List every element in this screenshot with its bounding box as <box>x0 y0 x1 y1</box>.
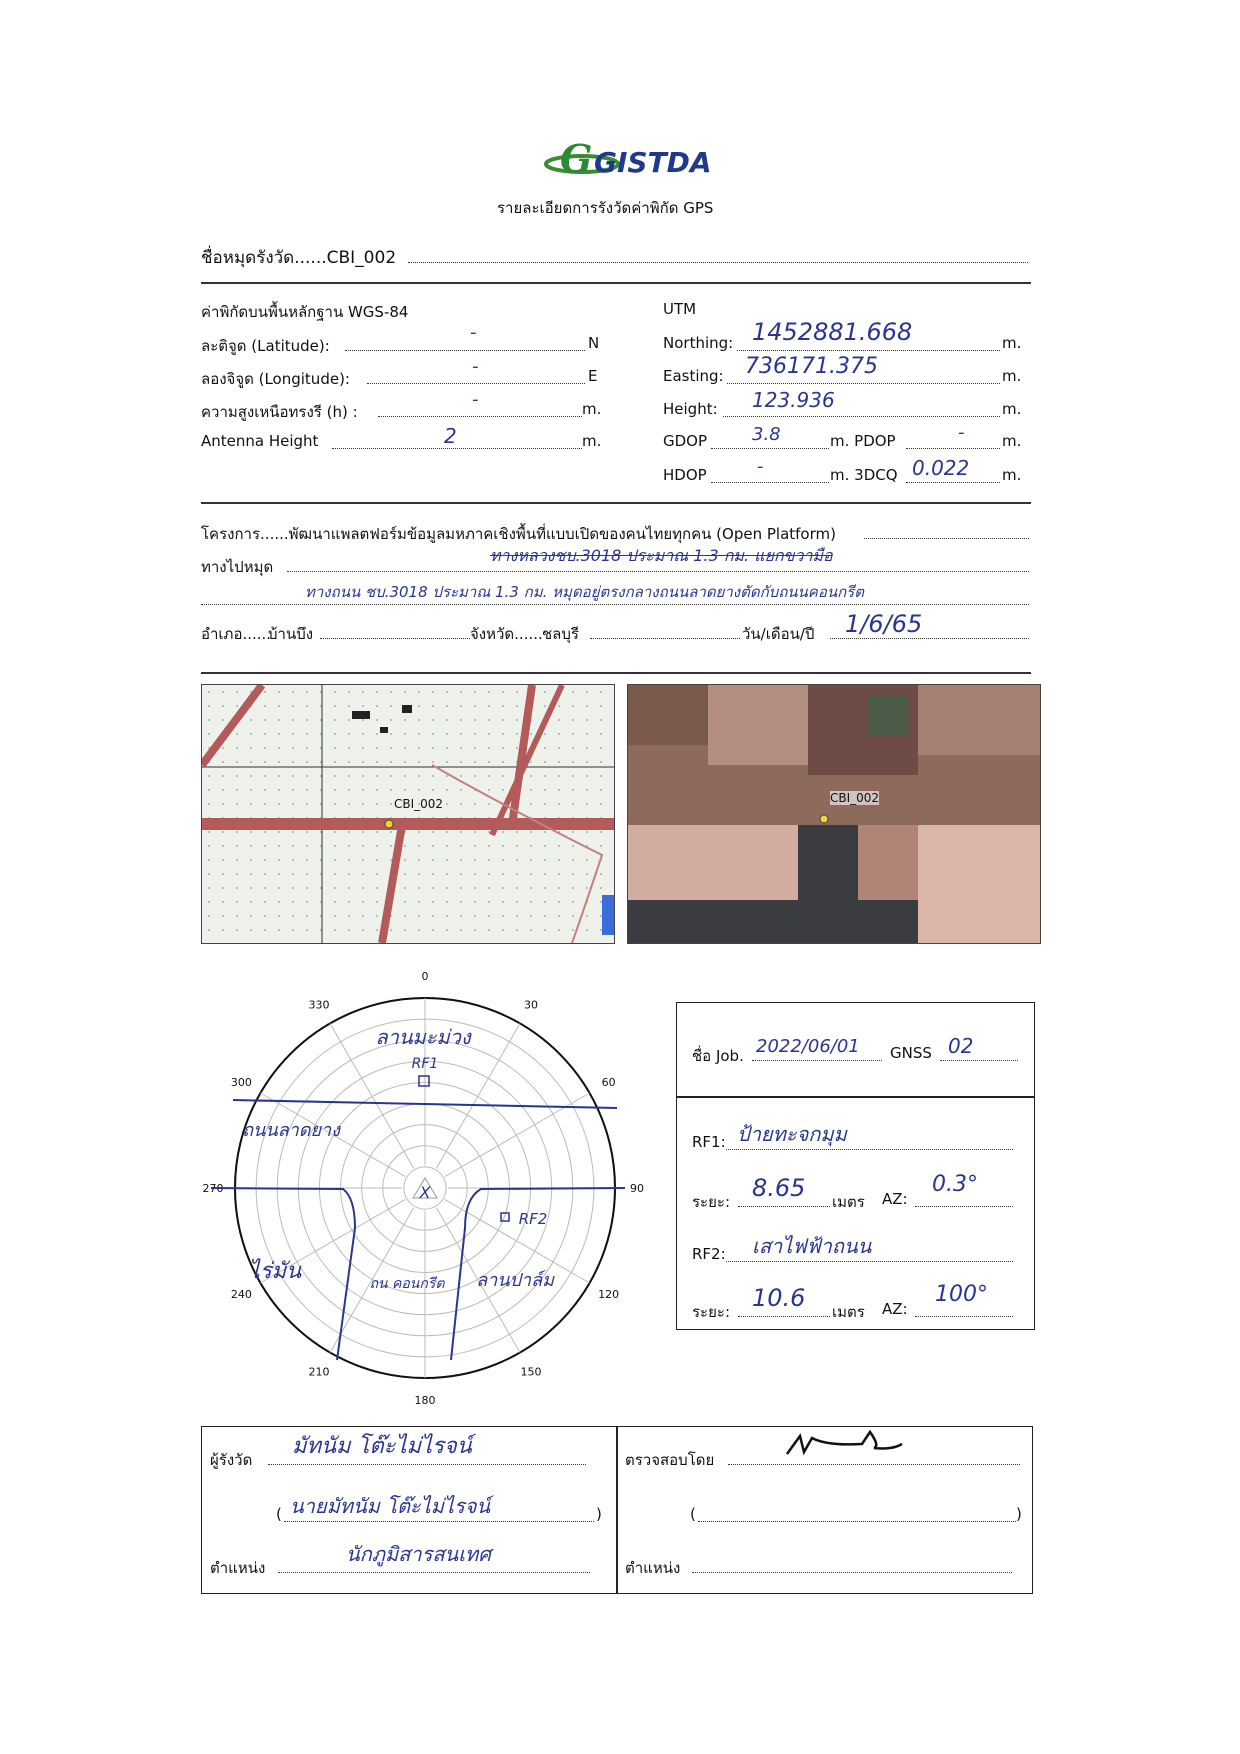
angle-label-300: 300 <box>230 1076 252 1089</box>
rf2-value: เสาไฟฟ้าถนน <box>752 1234 872 1258</box>
gdop-label: GDOP <box>663 432 708 450</box>
hdop-label: HDOP <box>663 466 707 484</box>
dist1-dotline <box>738 1206 830 1207</box>
angle-label-0: 0 <box>421 970 429 983</box>
angle-label-90: 90 <box>630 1182 644 1195</box>
gdop-value: 3.8 <box>752 424 781 445</box>
northing-dotline <box>737 350 1000 351</box>
surveyor-position: นักภูมิสารสนเทศ <box>346 1542 491 1566</box>
dcq-value: 0.022 <box>912 456 970 480</box>
route-line-1: ทางหลวงชบ.3018 ประมาณ 1.3 กม. แยกขวามือ <box>490 546 833 565</box>
angle-label-240: 240 <box>230 1288 252 1301</box>
gnss-label: GNSS <box>890 1044 932 1062</box>
diagram-note-left-road: ถนนลาดยาง <box>242 1120 340 1141</box>
az1-dotline <box>915 1206 1013 1207</box>
project-value: พัฒนาแพลตฟอร์มข้อมูลมหภาคเชิงพื้นที่แบบเปิดของคนไทยทุกคน (Open Platform) <box>288 525 836 543</box>
pdop-unit: m. <box>1002 432 1022 450</box>
surveyor-position-label: ตำแหน่ง <box>210 1559 266 1577</box>
antenna-value: 2 <box>444 424 457 448</box>
district-label: อำเภอ...... <box>201 625 272 643</box>
utm-title: UTM <box>663 300 697 318</box>
district-dotline <box>320 638 470 639</box>
az1-label: AZ: <box>882 1190 908 1208</box>
surveyor-signature: มัทนัม โต๊ะไม่ไรจน์ <box>292 1434 472 1459</box>
pdop-label: m. PDOP <box>830 432 896 450</box>
divider-1 <box>201 282 1031 284</box>
angle-label-330: 330 <box>308 998 330 1012</box>
svg-text:G: G <box>560 136 593 181</box>
meter2-label: เมตร <box>832 1303 865 1321</box>
surveyor-dotline <box>268 1464 586 1465</box>
checker-position-dotline <box>692 1572 1012 1573</box>
dcq-dotline <box>906 482 1000 483</box>
pdop-value: - <box>958 422 965 443</box>
meter1-label: เมตร <box>832 1193 865 1211</box>
date-label: วัน/เดือน/ปี <box>742 625 815 643</box>
diagram-note-center-road: ถน คอนกรีต <box>369 1276 445 1292</box>
district-value: บ้านบึง <box>268 625 314 643</box>
az2-dotline <box>915 1316 1013 1317</box>
angle-label-60: 60 <box>601 1076 616 1089</box>
utm-height-label: Height: <box>663 400 718 418</box>
diagram-note-rf1: RF1 <box>411 1056 439 1072</box>
dcq-unit: m. <box>1002 466 1022 484</box>
lon-unit: E <box>588 367 598 385</box>
ant-dotline <box>332 448 582 449</box>
date-dotline <box>830 638 1029 639</box>
diagram-note-mark: X <box>419 1183 431 1202</box>
surveyor-label: ผู้รังวัด <box>210 1451 253 1469</box>
surveyor-position-dotline <box>278 1572 590 1573</box>
route-dotline-1 <box>287 571 1029 572</box>
station-dotline <box>408 262 1028 263</box>
h-unit: m. <box>582 400 602 418</box>
map-marker-label: CBI_002 <box>394 797 444 811</box>
lon-value: - <box>472 356 479 377</box>
az1-value: 0.3° <box>932 1172 978 1197</box>
angle-label-270: 270 <box>202 1182 224 1195</box>
gnss-value: 02 <box>948 1034 974 1058</box>
angle-label-150: 150 <box>520 1365 542 1379</box>
dist2-value: 10.6 <box>752 1284 806 1312</box>
az2-value: 100° <box>935 1282 988 1307</box>
diagram-note-top: ลานมะม่วง <box>375 1025 471 1049</box>
divider-2 <box>201 502 1031 504</box>
divider-3 <box>201 672 1031 674</box>
northing-label: Northing: <box>663 334 734 352</box>
date-value: 1/6/65 <box>845 610 923 638</box>
signature-divider <box>616 1426 618 1593</box>
gnss-dotline <box>940 1060 1018 1061</box>
route-label: ทางไปหมุด <box>201 558 274 576</box>
hdop-value: - <box>757 456 764 477</box>
pdop-dotline <box>906 448 1000 449</box>
easting-value: 736171.375 <box>745 354 878 379</box>
az2-label: AZ: <box>882 1300 908 1318</box>
height-ellipsoid-label: ความสูงเหนือทรงรี (h) : <box>201 403 358 421</box>
province-dotline <box>590 638 740 639</box>
lat-label: ละติจูด (Latitude): <box>201 337 330 355</box>
satellite-image <box>627 684 1041 944</box>
page-subtitle: รายละเอียดการรังวัดค่าพิกัด GPS <box>497 199 714 217</box>
dist2-label: ระยะ: <box>692 1303 731 1321</box>
station-name: CBI_002 <box>326 248 397 268</box>
dist1-value: 8.65 <box>752 1174 806 1202</box>
rf1-marker <box>419 1076 429 1086</box>
surveyor-paren-close: ) <box>596 1505 602 1523</box>
angle-label-30: 30 <box>524 998 538 1012</box>
diagram-note-rf2: RF2 <box>518 1210 548 1228</box>
h-value: - <box>472 389 479 410</box>
station-label <box>201 244 396 271</box>
dist2-dotline <box>738 1316 830 1317</box>
province-label: จังหวัด...... <box>470 625 543 643</box>
gdop-dotline <box>711 448 829 449</box>
lat-value: - <box>470 322 477 343</box>
satellite-marker-label: CBI_002 <box>830 791 880 805</box>
utm-height-value: 123.936 <box>752 388 835 412</box>
lon-label: ลองจิจูด (Longitude): <box>201 370 350 388</box>
checker-paren-close: ) <box>1016 1505 1022 1523</box>
northing-value: 1452881.668 <box>752 318 913 346</box>
angle-label-210: 210 <box>308 1365 330 1379</box>
surveyor-paren-open: ( <box>276 1505 282 1523</box>
rf1-label: RF1: <box>692 1133 726 1151</box>
h-dotline <box>378 416 582 417</box>
lat-dotline <box>345 350 585 351</box>
diagram-note-right-field: ลานปาล์ม <box>476 1270 554 1291</box>
gistda-logo <box>540 128 710 188</box>
ant-unit: m. <box>582 432 602 450</box>
province-value: ชลบุรี <box>542 625 579 643</box>
angle-label-180: 180 <box>414 1394 436 1407</box>
checker-label: ตรวจสอบโดย <box>625 1451 715 1469</box>
station-label-text: ชื่อหมุดรังวัด...... <box>201 248 327 268</box>
easting-unit: m. <box>1002 367 1022 385</box>
route-dotline-2 <box>201 604 1029 605</box>
job-dotline <box>752 1060 882 1061</box>
rf1-value: ป้ายทะจกมุม <box>737 1122 847 1146</box>
hdop-dotline <box>711 482 829 483</box>
surveyor-name: นายมัทนัม โต๊ะไม่ไรจน์ <box>290 1494 491 1518</box>
checker-paren-open: ( <box>690 1505 696 1523</box>
easting-dotline <box>727 383 1000 384</box>
wgs-title: ค่าพิกัดบนพื้นหลักฐาน WGS-84 <box>201 303 409 321</box>
angle-label-120: 120 <box>598 1288 620 1301</box>
obstruction-diagram <box>185 948 665 1428</box>
checker-name-dotline <box>698 1521 1016 1522</box>
rf2-label: RF2: <box>692 1245 726 1263</box>
antenna-label: Antenna Height <box>201 432 319 450</box>
project-label: โครงการ...... <box>201 525 289 543</box>
project-dotline <box>864 538 1029 539</box>
dist1-label: ระยะ: <box>692 1193 731 1211</box>
checker-position-label: ตำแหน่ง <box>625 1559 681 1577</box>
logo-text: GISTDA <box>594 146 710 179</box>
topographic-map <box>201 684 615 944</box>
utm-height-dotline <box>723 416 1000 417</box>
route-line-2: ทางถนน ชบ.3018 ประมาณ 1.3 กม. หมุดอยู่ตรงกลางถนนลาดยางตัดกับถนนคอนกรีต <box>305 583 864 601</box>
northing-unit: m. <box>1002 334 1022 352</box>
dcq-label: m. 3DCQ <box>830 466 898 484</box>
diagram-note-left-field: ไร่มัน <box>248 1259 302 1284</box>
job-value: 2022/06/01 <box>756 1036 860 1057</box>
utm-height-unit: m. <box>1002 400 1022 418</box>
lon-dotline <box>367 383 585 384</box>
easting-label: Easting: <box>663 367 724 385</box>
checker-signature <box>782 1424 912 1468</box>
job-label: ชื่อ Job. <box>692 1047 744 1065</box>
lat-unit: N <box>588 334 600 352</box>
project-line <box>201 522 836 546</box>
